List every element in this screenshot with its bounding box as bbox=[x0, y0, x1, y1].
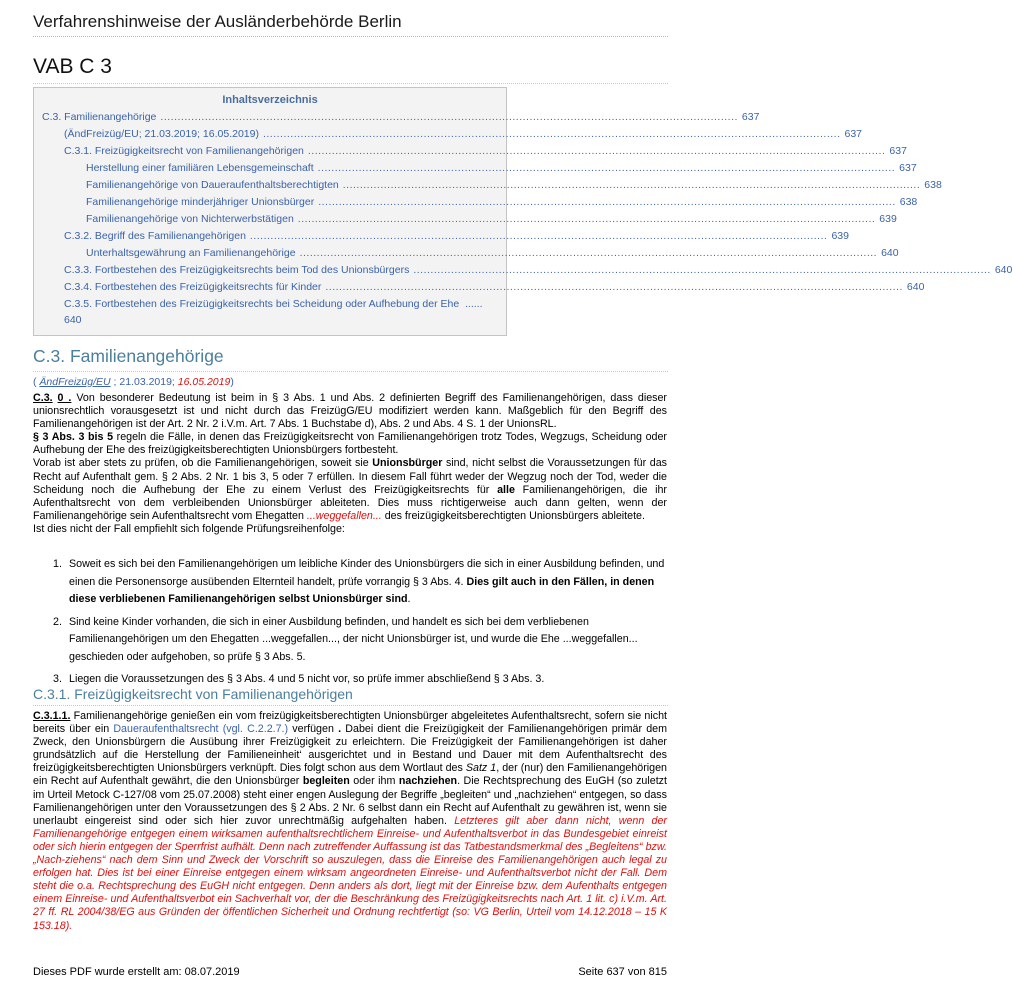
paragraph: Ist dies nicht der Fall empfiehlt sich folgende Prüfungsreihenfolge: bbox=[33, 522, 345, 535]
toc-entry[interactable]: Familienangehörige von Nichterwerbstätigen ......................................................................................................................................................................... 639 bbox=[86, 213, 897, 225]
toc-entry[interactable]: C.3.3. Fortbestehen des Freizügigkeitsrechts beim Tod des Unionsbürgers ......................................................................................................................................................................... 640 bbox=[64, 264, 1012, 276]
paragraph: Vorab ist aber stets zu prüfen, ob die Familienangehörigen, soweit sie Unionsbürger sind, nicht selbst die Voraussetzungen für das Recht auf Aufenthalt gem. § 2 Abs. 2 Nr. 1 bis 3, 5 oder 7 erfüllen. In diesem Fall führt weder der Wegzug noch der Tod, weder die Scheidung noch die Aufhebung der Ehe zu einem Verlust des Freizügigkeitsrechts für alle Familienangehörigen, die ihr Aufenthaltsrecht von dem verbleibenden Unionsbürger ableiteten. Dies muss richtigerweise auch dann gelten, wenn der Familienangehörige sein Aufenthaltsrecht vom Ehegatten ...weggefallen... des freizügigkeitsberechtigten Unionsbürgers ableitete. bbox=[33, 457, 667, 522]
doc-title: VAB C 3 bbox=[33, 55, 112, 78]
footer-created-date: Dieses PDF wurde erstellt am: 08.07.2019 bbox=[33, 966, 240, 978]
footer-page-number: Seite 637 von 815 bbox=[578, 966, 667, 978]
paragraph: C.3.1.1. Familienangehörige genießen ein vom freizügigkeitsberechtigten Unionsbürger abgeleitetes Aufenthaltsrecht, sofern sie nicht bereits über ein Daueraufenthaltsrecht (vgl. C.2.2.7.) verfügen . Dabei dient die Freizügigkeit der Familienangehörigen primär dem Zweck, den Unionsbürgern die Ausübung ihrer Freizügigkeit zu erleichtern. Die Freizügigkeit der Familienangehörigen ist daher grundsätzlich auf die Herstellung der Familieneinheit‘ ausgerichtet und in Bestand und Dauer mit dem Aufenthaltsrecht des freizügigkeitsberechtigten Unionsbürgers verknüpft. Dies folgt schon aus dem Wortlaut des Satz 1, der (nur) den Familienangehörigen ein Recht auf Aufenthalt gewährt, die den Unionsbürger begleiten oder ihm nachziehen. Die Rechtsprechung des EuGH (so zuletzt im Urteil Metock C-127/08 vom 25.07.2008) steht einer engen Auslegung der Begriffe „begleiten“ und „nachziehen“ entgegen, so dass Familienangehörigen unter den Voraussetzungen des § 2 Abs. 2 Nr. 6 selbst dann ein Recht auf Aufenthalt zu gewähren ist, wenn sie unerlaubt eingereist sind oder sich hier zuvor unrechtmäßig aufgehalten haben. Letzteres gilt aber dann nicht, wenn der Familienangehörige entgegen einem wirksamen aufenthaltsrechtlichem Einreise- und Aufenthaltsverbot in das Bundesgebiet einreist oder sich hierin entgegen der Sperrfrist aufhält. Denn nach zutreffender Auffassung ist das Tatbestandsmerkmal des „Begleitens“ bzw. „Nach-ziehens“ nach dem Sinn und Zweck der Vorschrift so auszulegen, dass die Einreise des Familienangehörigen auch legal zu erfolgen hat. Dies ist bei einer Einreise entgegen einem wirksam angeordneten Einreise- und Aufenthaltsverbot nicht der Fall. Dem steht die o.a. Rechtsprechung des EuGH nicht entgegen. Denn anders als dort, liegt mit der Einreise bzw. dem Aufenthalts entgegen einem Einreise- und Aufenthaltsverbot ein Sachverhalt vor, der die Beschränkung des Freizügigkeitsrechts nach Art. 1 lit. c) i.V.m. Art. 27 ff. RL 2004/38/EG aus Gründen der öffentlichen Sicherheit und Ordnung rechtfertigt (so: VG Berlin, Urteil vom 14.12.2018 – 15 K 153.18). bbox=[33, 710, 667, 932]
toc-entry[interactable]: (ÄndFreizüg/EU; 21.03.2019; 16.05.2019) ......................................................................................................................................................................... 637 bbox=[64, 128, 863, 140]
paragraph: C.3. 0 . Von besonderer Bedeutung ist beim in § 3 Abs. 1 und Abs. 2 definierten Begriff des Familienangehörigen, dass dieser unionsrechtlich vorausgesetzt ist und nicht durch das FreizügG/EU modifiziert werden kann. Maßgeblich für den Begriff des Familienangehörigen ist der Art. 2 Nr. 2 i.V.m. Art. 7 Abs. 1 Buchstabe d), Abs. 2 und Abs. 4 S. 1 der UnionsRL. bbox=[33, 392, 667, 431]
table-of-contents bbox=[33, 87, 1012, 336]
header-divider bbox=[33, 36, 668, 37]
list-item: 2. Sind keine Kinder vorhanden, die sich in einer Ausbildung befinden, und handelt es sich bei dem verbliebenen Familienangehörigen um den Ehegatten ...weggefallen..., der nicht Unionsbürger ist, und wurde die Ehe ...weggefallen... geschieden oder aufgehoben, so prüfe § 3 Abs. 5. bbox=[53, 615, 638, 663]
toc-entry[interactable]: Unterhaltsgewährung an Familienangehörige ......................................................................................................................................................................... 640 bbox=[86, 247, 899, 259]
amendment-reference: ( ÄndFreizüg/EU ; 21.03.2019; 16.05.2019) bbox=[33, 376, 234, 388]
paragraph: § 3 Abs. 3 bis 5 regeln die Fälle, in denen das Freizügigkeitsrecht von Familienangehörigen trotz Todes, Wegzugs, Scheidung oder Aufhebung der Ehe des freizügigkeitsberechtigten Unionsbürgers fortbesteht. bbox=[33, 431, 667, 457]
subsection-body bbox=[33, 710, 667, 933]
section-title: C.3. Familienangehörige bbox=[33, 346, 224, 366]
list-item: 1. Soweit es sich bei den Familienangehörigen um leibliche Kinder des Unionsbürgers die sich in einer Ausbildung befinden, und einen die Personensorge ausübenden Elternteil handelt, prüfe vorrangig § 3 Abs. 4. Dies gilt auch in den Fällen, in denen diese verbliebenen Familienangehörigen selbst Unionsbürger sind. bbox=[53, 558, 665, 605]
toc-entry[interactable]: C.3.4. Fortbestehen des Freizügigkeitsrechts für Kinder ......................................................................................................................................................................... 640 bbox=[64, 281, 925, 293]
intro-paragraphs bbox=[33, 392, 667, 536]
toc-entry[interactable]: C.3.2. Begriff des Familienangehörigen ......................................................................................................................................................................... 639 bbox=[64, 230, 849, 242]
subsection-divider bbox=[33, 705, 668, 706]
check-order-list bbox=[33, 556, 667, 694]
toc-entry[interactable]: C.3. Familienangehörige ......................................................................................................................................................................... 637 bbox=[42, 111, 760, 123]
cross-reference-link[interactable]: Daueraufenthaltsrecht (vgl. C.2.2.7.) bbox=[113, 723, 289, 736]
toc-heading: Inhaltsverzeichnis bbox=[222, 94, 318, 106]
toc-entry[interactable]: C.3.5. Fortbestehen des Freizügigkeitsrechts bei Scheidung oder Aufhebung der Ehe ...... 640 bbox=[64, 298, 483, 326]
toc-entry[interactable]: C.3.1. Freizügigkeitsrecht von Familienangehörigen ......................................................................................................................................................................... 637 bbox=[64, 145, 907, 157]
paragraph-anchor: 0 . bbox=[57, 392, 72, 404]
subsection-title: C.3.1. Freizügigkeitsrecht von Familienangehörigen bbox=[33, 686, 353, 702]
title-divider bbox=[33, 83, 668, 84]
toc-entry[interactable]: Herstellung einer familiären Lebensgemeinschaft ......................................................................................................................................................................... 637 bbox=[86, 162, 917, 174]
toc-entry[interactable]: Familienangehörige von Daueraufenthaltsberechtigten ......................................................................................................................................................................... 638 bbox=[86, 179, 942, 191]
header-title: Verfahrenshinweise der Ausländerbehörde Berlin bbox=[33, 12, 402, 31]
list-item: 3. Liegen die Voraussetzungen des § 3 Abs. 4 und 5 nicht vor, so prüfe immer abschließend § 3 Abs. 3. bbox=[53, 673, 545, 685]
toc-entry[interactable]: Familienangehörige minderjähriger Unionsbürger ......................................................................................................................................................................... 638 bbox=[86, 196, 918, 208]
section-divider bbox=[33, 371, 668, 372]
amendment-link[interactable]: ÄndFreizüg/EU bbox=[39, 376, 111, 388]
